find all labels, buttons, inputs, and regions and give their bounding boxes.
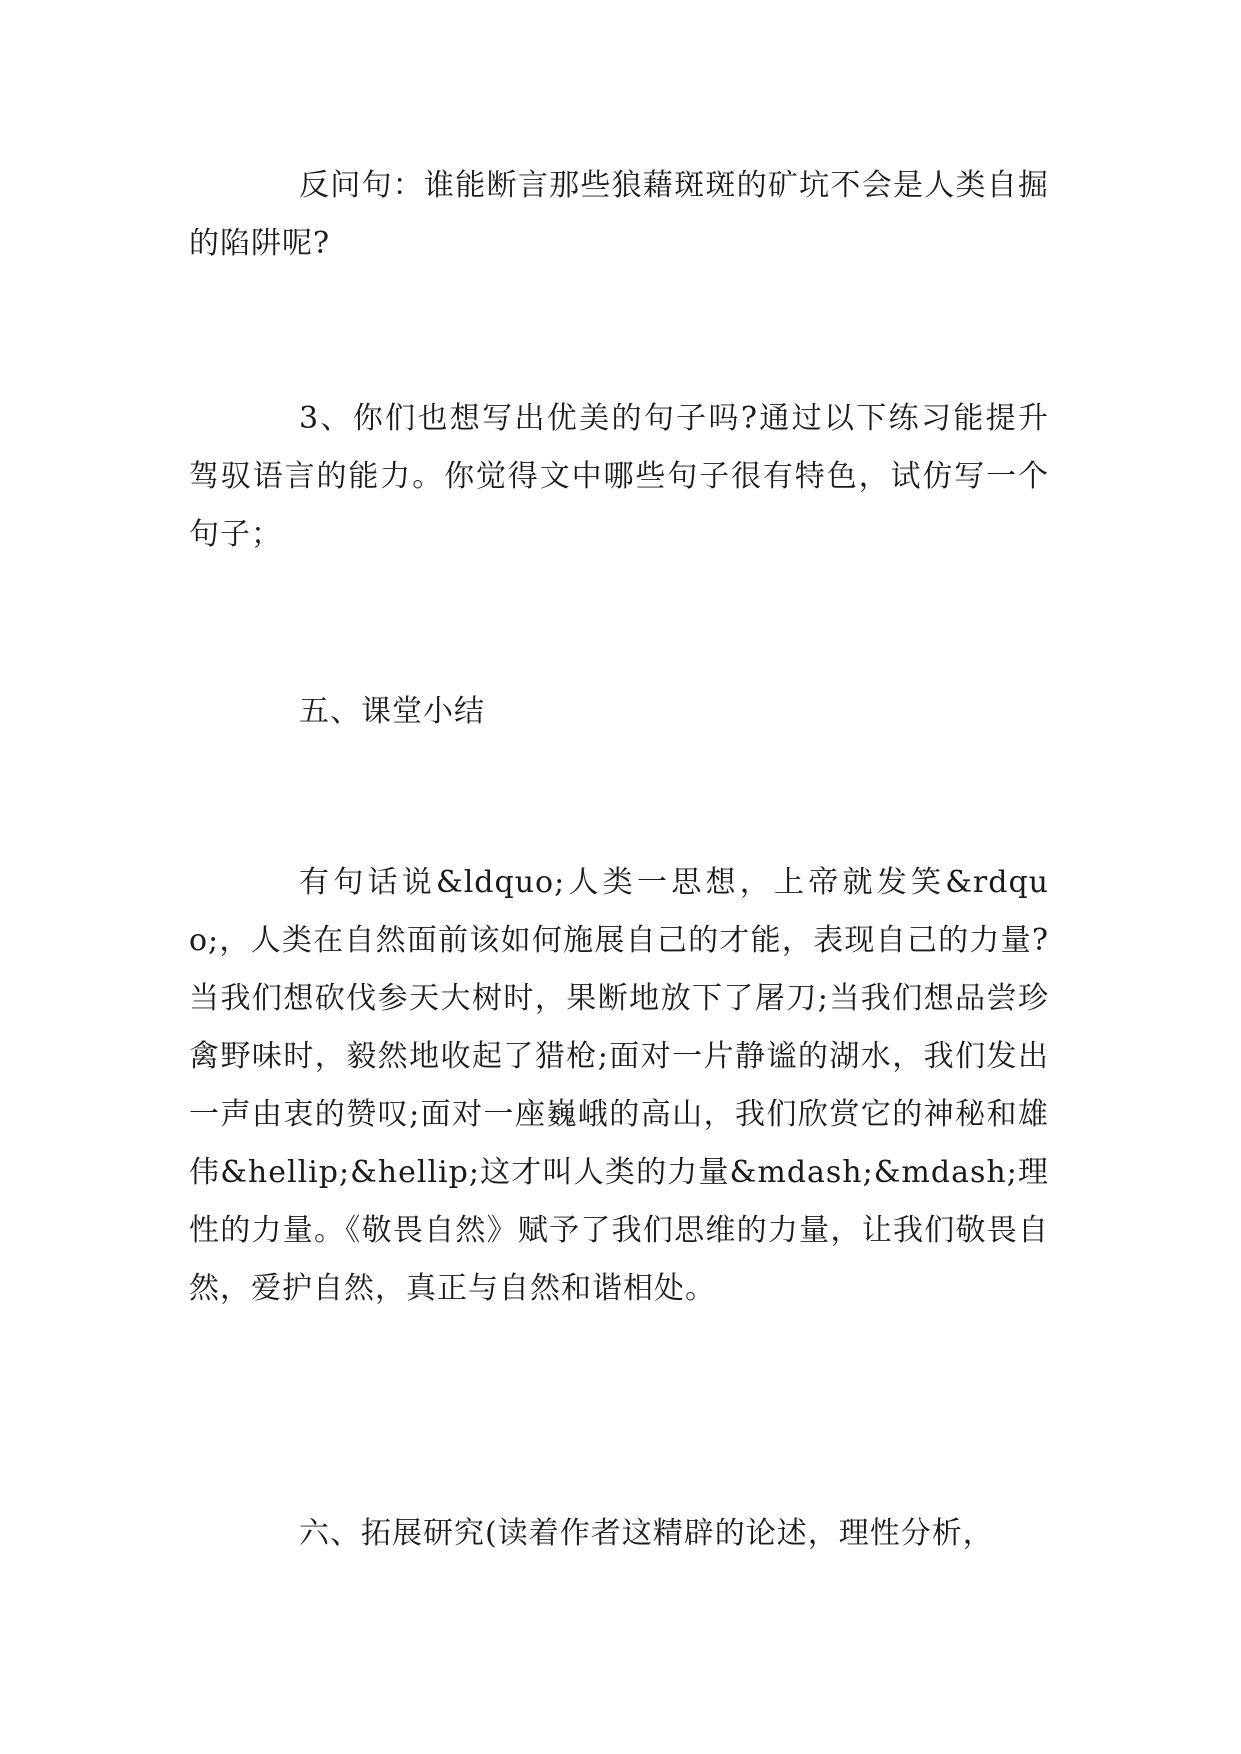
- section-heading-class-summary: 五、课堂小结: [299, 694, 485, 729]
- paragraph-rhetorical-question: 反问句：谁能断言那些狼藉斑斑的矿坑不会是人类自掘的陷阱呢?: [189, 168, 1049, 261]
- paragraph-exercise-3: 3、你们也想写出优美的句子吗?通过以下练习能提升驾驭语言的能力。你觉得文中哪些句子很有特色，试仿写一个句子；: [189, 401, 1049, 552]
- section-heading-extended-research: 六、拓展研究(读着作者这精辟的论述，理性分析，: [299, 1516, 994, 1551]
- paragraph-summary-body: 有句话说&ldquo;人类一思想，上帝就发笑&rdquo;，人类在自然面前该如何施展自己的才能，表现自己的力量?当我们想砍伐参天大树时，果断地放下了屠刀;当我们想品尝珍禽野味时，毅然地收起了猎枪;面对一片静谧的湖水，我们发出一声由衷的赞叹;面对一座巍峨的高山，我们欣赏它的神秘和雄伟&hellip;&hellip;这才叫人类的力量&mdash;&mdash;理性的力量。《敬畏自然》赋予了我们思维的力量，让我们敬畏自然，爱护自然，真正与自然和谐相处。: [189, 865, 1049, 1306]
